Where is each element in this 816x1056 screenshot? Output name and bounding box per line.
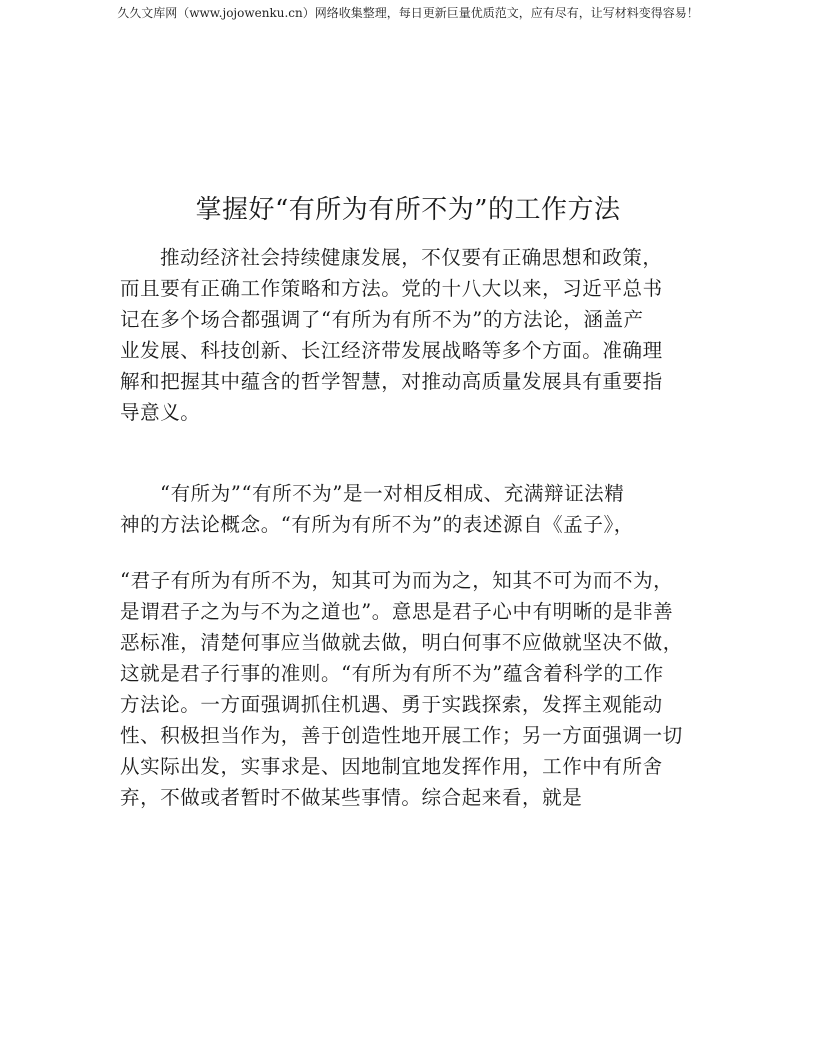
paragraph-line: 恶标准，清楚何事应当做就去做，明白何事不应做就坚决不做， [120, 631, 683, 654]
paragraph-3 [120, 565, 698, 813]
paragraph-line: 弃，不做或者暂时不做某些事情。综合起来看，就是 [120, 786, 583, 809]
document-title: 掌握好“有所为有所不为”的工作方法 [195, 195, 621, 225]
paragraph-line: 方法论。一方面强调抓住机遇、勇于实践探索，发挥主观能动 [120, 693, 663, 716]
page-header: 久久文库网（www.jojowenku.cn）网络收集整理，每日更新巨量优质范文，应有尽有，让写材料变得容易！ [117, 6, 699, 20]
paragraph-line: 这就是君子行事的准则。“有所为有所不为”蕴含着科学的工作 [120, 662, 664, 685]
paragraph-line: 记在多个场合都强调了“有所为有所不为”的方法论，涵盖产 [120, 308, 644, 331]
paragraph-line: 推动经济社会持续健康发展，不仅要有正确思想和政策， [160, 246, 663, 269]
paragraph-line: 性、积极担当作为，善于创造性地开展工作；另一方面强调一切 [120, 724, 683, 747]
paragraph-line: 业发展、科技创新、长江经济带发展战略等多个方面。准确理 [120, 339, 663, 362]
paragraph-line: 是谓君子之为与不为之道也”。意思是君子心中有明晰的是非善 [120, 600, 674, 623]
paragraph-line: 导意义。 [120, 401, 201, 424]
paragraph-2 [120, 478, 698, 540]
paragraph-line: 神的方法论概念。“有所为有所不为”的表述源自《孟子》， [120, 513, 634, 536]
paragraph-line: 从实际出发，实事求是、因地制宜地发挥作用，工作中有所舍 [120, 755, 663, 778]
paragraph-line: “君子有所为有所不为，知其可为而为之，知其不可为而不为， [120, 569, 674, 592]
paragraph-line: 而且要有正确工作策略和方法。党的十八大以来，习近平总书 [120, 277, 663, 300]
paragraph-line: “有所为”“有所不为”是一对相反相成、充满辩证法精 [160, 482, 625, 505]
paragraph-line: 解和把握其中蕴含的哲学智慧，对推动高质量发展具有重要指 [120, 370, 663, 393]
paragraph-1 [120, 242, 698, 428]
